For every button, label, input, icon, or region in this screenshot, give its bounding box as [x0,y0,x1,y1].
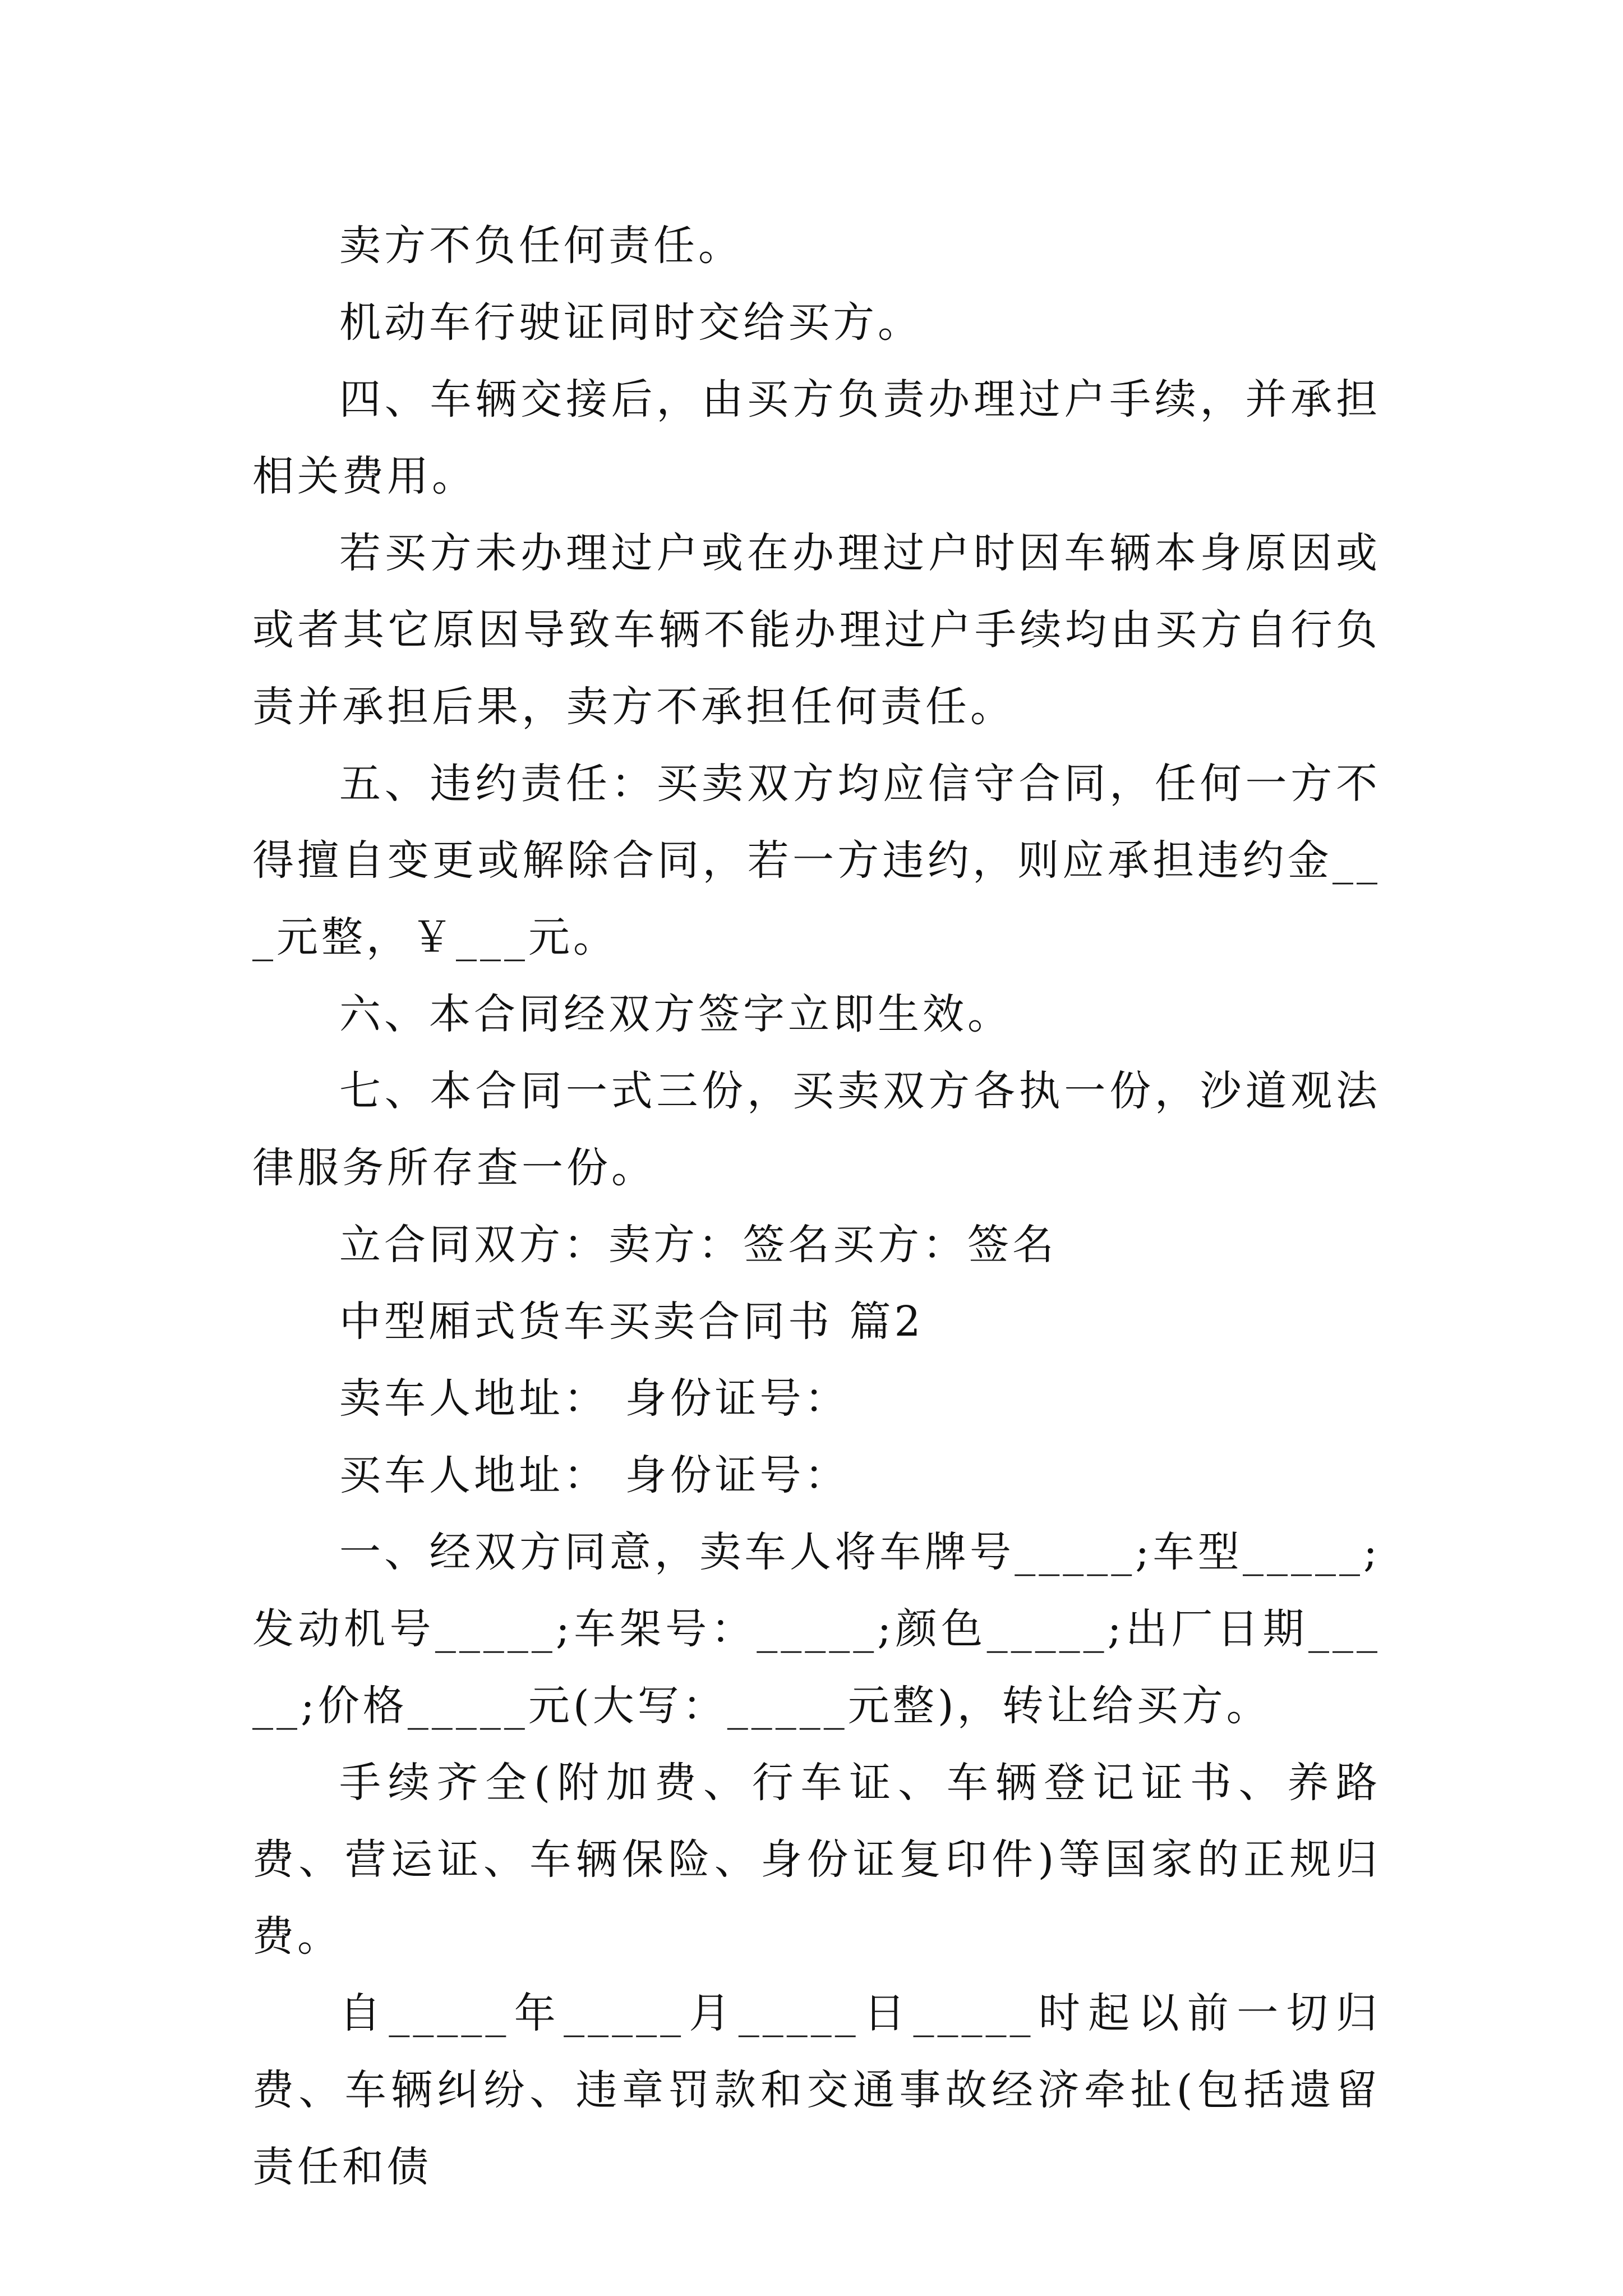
paragraph-clause-7: 七、本合同一式三份，买卖双方各执一份，沙道观法律服务所存查一份。 [252,1067,1381,1192]
paragraph-buyer-info: 买车人地址： 身份证号： [339,1451,850,1499]
paragraph-clause-4: 四、车辆交接后，由买方负责办理过户手续，并承担相关费用。 [252,375,1381,500]
paragraph-clause-1-vehicle: 一、经双方同意，卖车人将车牌号_____;车型_____;发动机号_____;车架号：_____;颜色_____;出厂日期_____;价格_____元(大写：_____元整)，转让给买方。 [252,1528,1381,1730]
paragraph-transfer-failure: 若买方未办理过户或在办理过户时因车辆本身原因或或者其它原因导致车辆不能办理过户手续均由买方自行负责并承担后果，卖方不承担任何责任。 [252,529,1381,731]
paragraph-license-handover: 机动车行驶证同时交给买方。 [339,298,923,347]
paragraph-seller-no-liability: 卖方不负任何责任。 [339,222,743,270]
paragraph-clause-6: 六、本合同经双方签字立即生效。 [339,990,1012,1038]
paragraph-seller-info: 卖车人地址： 身份证号： [339,1374,850,1423]
section-heading: 中型厢式货车买卖合同书 篇2 [339,1297,924,1346]
paragraph-signatures: 立合同双方：卖方：签名买方：签名 [339,1221,1057,1269]
paragraph-clause-5-breach: 五、违约责任：买卖双方均应信守合同，任何一方不得擅自变更或解除合同，若一方违约，则应承担违约金___元整，￥___元。 [252,760,1381,961]
paragraph-documents: 手续齐全(附加费、行车证、车辆登记证书、养路费、营运证、车辆保险、身份证复印件)等国家的正规归费。 [252,1759,1381,1961]
document-body [252,208,1381,2206]
paragraph-liability-date: 自_____年_____月_____日_____时起以前一切归费、车辆纠纷、违章罚款和交通事故经济牵扯(包括遗留责任和债 [252,1989,1381,2191]
